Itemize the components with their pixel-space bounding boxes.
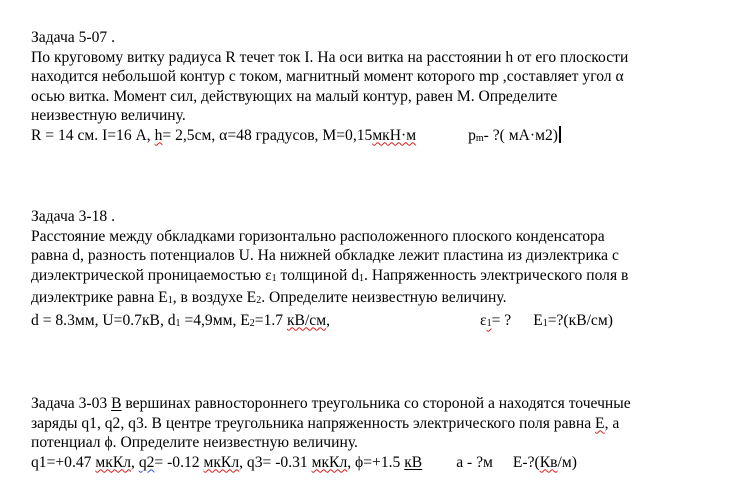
given-values: d = 8.3мм, U=0.7кВ, d xyxy=(31,311,176,329)
task-3-03 xyxy=(31,394,731,472)
task-text-line: По круговому витку радиуса R течет ток I. На оси витка на расстоянии h от его плоскости xyxy=(31,48,629,66)
subscript: 2 xyxy=(256,295,262,306)
text-segment: вершинах равностороннего треугольника со стороной a находятся точечные xyxy=(121,395,631,412)
given-value: = -0.12 xyxy=(154,453,204,471)
given-values-cont: = 2,5см, α=48 градусов, M=0,15 xyxy=(162,126,373,144)
text-segment: . Напряженность электрического поля в xyxy=(364,266,629,284)
answer-symbol: E xyxy=(533,311,543,329)
given-unit: кВ xyxy=(404,453,423,471)
text-segment: , а xyxy=(604,414,620,432)
subscript: 1 xyxy=(486,317,492,329)
subscript: 1 xyxy=(542,317,548,329)
answer-unknown: E-?( xyxy=(512,453,540,471)
given-unit: мкКл xyxy=(311,453,348,471)
text-segment: диэлектрической проницаемостью ε xyxy=(31,266,272,284)
given-symbol: q2 xyxy=(138,453,155,471)
task-3-18 xyxy=(31,207,731,333)
given-unit: мкН·м xyxy=(372,126,417,144)
task-title: Задача 5-07 . xyxy=(31,29,116,46)
task-text-line xyxy=(31,266,731,289)
given-unit: кВ/см xyxy=(286,311,327,329)
text-segment: . Определите неизвестную величину. xyxy=(261,289,507,306)
task-text-line: Расстояние между обкладками горизонтально расположенного плоского конденсатора xyxy=(31,227,605,245)
answer-unknown: /м) xyxy=(557,453,577,471)
answer-symbol: ε xyxy=(480,311,487,329)
separator: , xyxy=(326,311,330,329)
text-segment: , в воздухе E xyxy=(172,289,257,306)
task-5-07 xyxy=(31,28,731,148)
text-segment: толщиной d xyxy=(276,266,360,284)
subscript: 1 xyxy=(175,317,181,329)
answer-symbol: p xyxy=(468,126,476,144)
subscript: 1 xyxy=(271,272,277,284)
given-unit: мкКл xyxy=(203,453,240,471)
task-text-line: равна d, разность потенциалов U. На нижней обкладке лежит пластина из диэлектрика с xyxy=(31,247,619,264)
given-value: , ϕ=+1.5 xyxy=(347,453,405,471)
text-segment: E xyxy=(595,414,605,432)
answer-subscript: m xyxy=(475,132,484,144)
given-value: , q3= -0.31 xyxy=(239,453,312,471)
task-data-line xyxy=(31,126,731,149)
task-title: Задача 3-03 xyxy=(31,395,112,412)
task-title-line xyxy=(31,394,731,414)
answer-unknown: a - ?м xyxy=(456,453,493,471)
task-text-line: находится небольшой контур с током, магнитный момент которого mp ,составляет угол α xyxy=(31,68,624,85)
task-text-line: осью витка. Момент сил, действующих на малый контур, равен M. Определите xyxy=(31,87,558,105)
given-value: =1.7 xyxy=(254,311,287,329)
given-values-cont: =4,9мм, E xyxy=(180,311,250,329)
subscript: 1 xyxy=(359,272,365,284)
task-text-line: неизвестную величину. xyxy=(31,107,186,124)
answer-unknown: - ?( мА·м2) xyxy=(483,126,558,144)
given-unit: мкКл xyxy=(95,453,132,471)
task-text-line: потенциал ϕ. Определите неизвестную величину. xyxy=(31,434,358,451)
task-text-line xyxy=(31,414,731,434)
answer-unknown: =?(кВ/см) xyxy=(547,311,613,329)
task-data-line xyxy=(31,453,731,473)
task-data-line xyxy=(31,311,731,334)
text-segment: диэлектрике равна E xyxy=(31,289,168,306)
answer-unknown: = ? xyxy=(491,311,512,329)
text-segment: В xyxy=(111,395,122,412)
given-value: q1=+0.47 xyxy=(31,453,96,471)
given-h-symbol: h xyxy=(154,126,163,144)
text-segment: заряды q1, q2, q3. В центре треугольника напряженность электрического поля равна xyxy=(31,414,596,432)
answer-unit: Кв xyxy=(539,453,558,471)
document-body xyxy=(31,28,731,472)
task-text-line xyxy=(31,288,731,311)
given-values: R = 14 см. I=16 А, xyxy=(31,126,155,144)
subscript: 2 xyxy=(249,317,255,329)
separator: , xyxy=(131,453,139,471)
task-title: Задача 3-18 . xyxy=(31,208,116,225)
subscript: 1 xyxy=(167,295,173,306)
text-cursor xyxy=(559,126,561,143)
